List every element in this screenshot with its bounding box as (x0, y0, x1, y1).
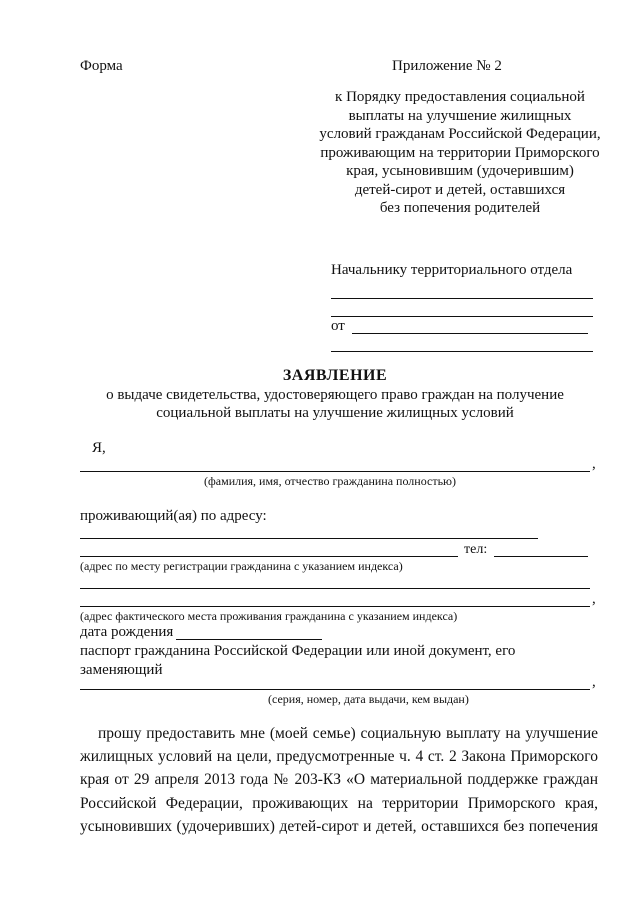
appendix-line: выплаты на улучшение жилищных (348, 107, 572, 124)
appendix-line: проживающим на территории Приморского (320, 144, 600, 161)
from-blank-line (352, 333, 588, 334)
comma: , (592, 456, 596, 472)
actual-address-blank-line (80, 588, 590, 589)
paragraph-line: прошу предоставить мне (моей семье) социальную выплату на улучшение (98, 725, 598, 742)
appendix-line: к Порядку предоставления социальной (335, 89, 585, 105)
from-label: от (331, 318, 345, 334)
birth-label: дата рождения (80, 624, 174, 640)
address-blank-line (80, 556, 458, 557)
appendix-line: условий гражданам Российской Федерации, (319, 126, 601, 142)
birth-blank-line (176, 639, 322, 640)
appendix-reference (300, 88, 620, 218)
passport-hint: (серия, номер, дата выдачи, кем выдан) (268, 692, 469, 706)
address-blank-line (80, 538, 538, 539)
form-label: Форма (80, 58, 123, 74)
reg-address-hint: (адрес по месту регистрации гражданина с указанием индекса) (80, 559, 403, 573)
appendix-line: без попечения родителей (379, 200, 541, 216)
residing-label: проживающий(ая) по адресу: (80, 508, 267, 524)
comma: , (592, 591, 596, 607)
paragraph-line: усыновивших (удочеривших) детей-сирот и детей, оставшихся без попечения (80, 817, 598, 835)
passport-label: заменяющий (80, 662, 163, 678)
passport-blank-line (80, 689, 590, 690)
from-blank-line (331, 351, 593, 352)
name-hint: (фамилия, имя, отчество гражданина полностью) (204, 474, 457, 488)
addressee-title: Начальнику территориального отдела (331, 262, 573, 278)
phone-label: тел: (464, 542, 488, 557)
addressee-blank-line (331, 298, 593, 299)
request-paragraph (80, 722, 598, 838)
paragraph-line: жилищных условий на цели, предусмотренные ч. 4 ст. 2 Закона Приморского (80, 748, 598, 766)
name-blank-line (80, 471, 590, 472)
comma: , (592, 674, 596, 690)
appendix-number: Приложение № 2 (392, 58, 502, 74)
paragraph-line: Российской Федерации, проживающих на территории Приморского края, (80, 794, 598, 812)
appendix-line: детей-сирот и детей, оставшихся (354, 181, 566, 198)
document-subtitle: о выдаче свидетельства, удостоверяющего право граждан на получение (106, 387, 564, 403)
appendix-line: края, усыновившим (удочерившим) (346, 163, 574, 179)
document-title: ЗАЯВЛЕНИЕ (282, 367, 388, 384)
i-label: Я, (92, 440, 106, 456)
document-subtitle: социальной выплаты на улучшение жилищных условий (156, 405, 514, 421)
actual-address-blank-line (80, 606, 590, 607)
addressee-blank-line (331, 316, 593, 317)
paragraph-line: края от 29 апреля 2013 года № 203-КЗ «О материальной поддержке граждан (80, 771, 598, 789)
actual-address-hint: (адрес фактического места проживания гражданина с указанием индекса) (80, 609, 458, 623)
passport-label: паспорт гражданина Российской Федерации или иной документ, его (80, 643, 516, 659)
phone-blank-line (494, 556, 588, 557)
